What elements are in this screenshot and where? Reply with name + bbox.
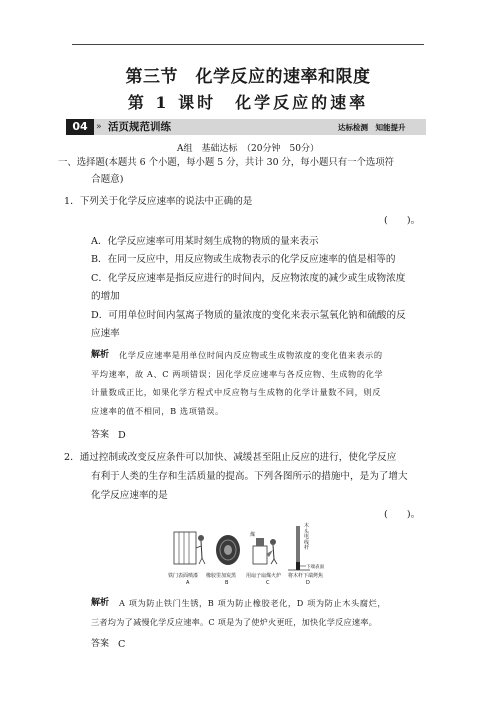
q1-option-a: A．化学反应速率可用某时刻生成物的物质的量来表示 xyxy=(91,236,319,247)
fig-caption-d: 将木杆下端烤焦 xyxy=(288,573,324,579)
fig-letter-b: B xyxy=(225,580,229,586)
q1-stem: 1．下列关于化学反应速率的说法中正确的是 xyxy=(64,196,253,207)
q1-option-c-cont: 的增加 xyxy=(91,291,120,302)
q2-stem-line3: 化学反应速率的是 xyxy=(91,490,168,501)
q1-option-c: C．化学反应速率是指反应进行的时间内，反应物浓度的减少或生成物浓度 xyxy=(91,273,406,284)
stove-icon xyxy=(250,531,277,564)
q1-explanation-line4: 应速率的值不相同，B 选项错误。 xyxy=(91,406,224,416)
pole-label: 木头电线杆 xyxy=(304,523,310,551)
q1-option-b: B．在同一反应中，用反应物或生成物表示的化学反应速率的值是相等的 xyxy=(91,254,396,265)
q2-explanation-line2: 三者均为了减慢化学反应速率。C 项是为了使炉火更旺，加快化学反应速率。 xyxy=(91,617,378,627)
fig-letter-a: A xyxy=(186,580,190,586)
fig-letter-c: C xyxy=(266,580,270,586)
q1-answer-label: 答案 xyxy=(91,430,110,440)
surface-label: 下端表面 xyxy=(306,565,324,570)
q2-stem-line2: 有利于人类的生存和生活质量的提高。下列各图所示的措施中，是为了增大 xyxy=(91,471,408,482)
q2-explanation-label: 解析 xyxy=(91,598,110,608)
q2-answer-label: 答案 xyxy=(91,639,110,649)
section-heading-line1: 一、选择题(本题共 6 个小题，每小题 5 分，共计 30 分，每小题只有一个选项符 xyxy=(58,157,395,168)
q1-option-d: D．可用单位时间内氢离子物质的量浓度的变化来表示氢氧化钠和硫酸的反 xyxy=(91,310,406,321)
banner-arrow-icon: » xyxy=(96,122,102,132)
q1-explanation-label: 解析 xyxy=(91,350,110,360)
section-title: 第三节 化学反应的速率和限度 xyxy=(125,67,371,87)
fig-caption-c: 用扇子扇煤火炉 xyxy=(246,573,282,579)
top-rule xyxy=(72,44,424,45)
coal-label: 煤 xyxy=(250,532,256,538)
gate-icon xyxy=(174,532,205,564)
q1-explanation-line2: 平均速率，故 A、C 两项错误；因化学反应速率与各反应物、生成物的化学 xyxy=(91,369,384,379)
group-heading: A组 基础达标 （20分钟 50分） xyxy=(177,144,319,154)
q1-answer: D xyxy=(118,430,126,441)
banner-badge: 04 xyxy=(66,119,94,135)
q2-answer: C xyxy=(118,639,126,650)
banner-title: 活页规范训练 xyxy=(108,121,171,133)
lesson-title: 第 1 课时 化学反应的速率 xyxy=(127,93,369,112)
q2-stem-line1: 2．通过控制或改变反应条件可以加快、减缓甚至阻止反应的进行，使化学反应 xyxy=(64,452,397,463)
banner-tagline: 达标检测 知能提升 xyxy=(338,123,406,132)
fig-caption-b: 橡胶里加炭黑 xyxy=(206,573,237,579)
q2-explanation-line1: A 项为防止铁门生锈，B 项为防止橡胶老化，D 项为防止木头腐烂， xyxy=(119,598,387,608)
q1-answer-blank: ( )。 xyxy=(384,215,421,226)
fig-caption-a: 铁门表面喷漆 xyxy=(168,573,199,579)
fig-letter-d: D xyxy=(306,580,310,586)
section-heading-line2: 合题意) xyxy=(91,174,124,185)
tire-icon xyxy=(216,535,240,565)
q1-option-d-cont: 应速率 xyxy=(91,328,120,339)
q1-explanation-line3: 计量数成正比，如果化学方程式中反应物与生成物的化学计量数不同，则反 xyxy=(91,387,381,397)
q1-explanation-line1: 化学反应速率是用单位时间内反应物或生成物浓度的变化值来表示的 xyxy=(119,350,383,360)
q2-answer-blank: ( )。 xyxy=(384,509,421,520)
